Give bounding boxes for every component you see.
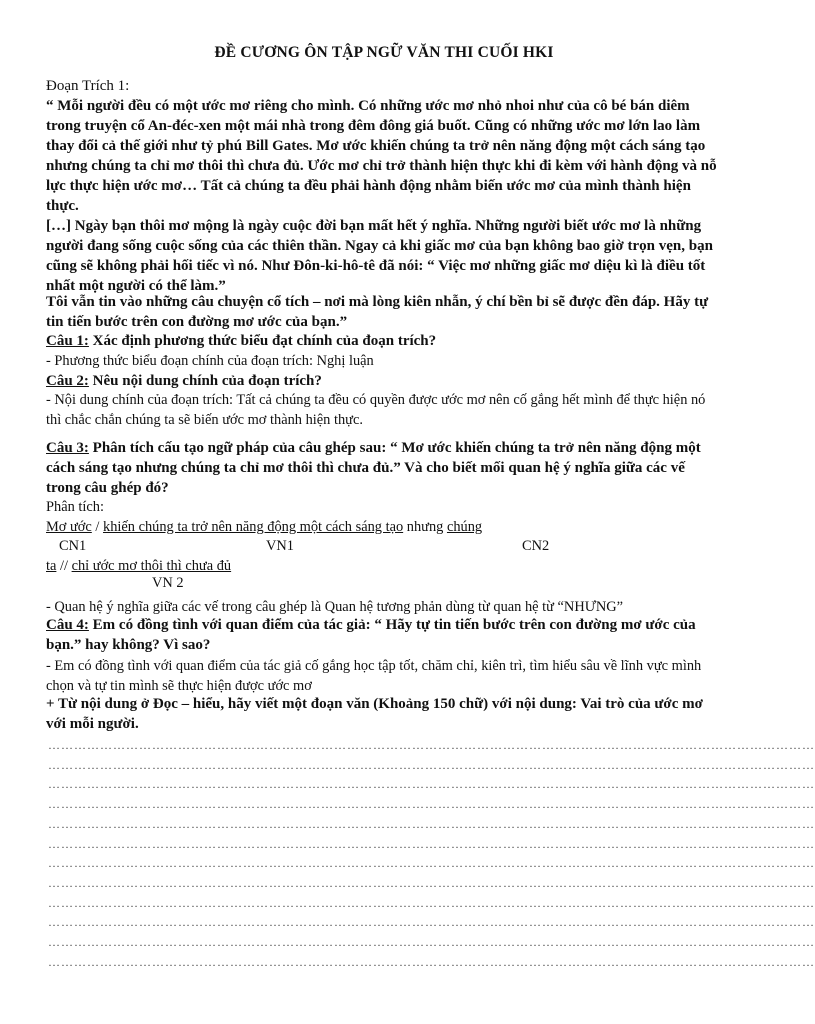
answer-2: - Nội dung chính của đoạn trích: Tất cả chúng ta đều có quyền được ước mơ nên cố gắng hết mình để thực hiện nó thì chắc chắn chúng ta sẽ biến ước mơ thành hiện thực. [46, 392, 706, 428]
writing-task: + Từ nội dung ở Đọc – hiểu, hãy viết một đoạn văn (Khoảng 150 chữ) với nội dung: Vai trò của ước mơ với mỗi người. [46, 696, 703, 732]
analysis-label: Phân tích: [46, 499, 104, 515]
label-cn1: CN1 [59, 538, 87, 554]
answer-1: - Phương thức biểu đoạn chính của đoạn trích: Nghị luận [46, 353, 374, 369]
analysis-line-2 [46, 556, 722, 576]
answer-line: …………………………………………………………………………………………………………………………………………………………… [48, 875, 815, 890]
question-2-label: Câu 2: [46, 373, 89, 389]
answer-line: …………………………………………………………………………………………………………………………………………………………… [48, 856, 815, 871]
answer-line: …………………………………………………………………………………………………………………………………………………………… [48, 836, 815, 851]
label-cn2: CN2 [522, 538, 550, 554]
answer-line: …………………………………………………………………………………………………………………………………………………………… [48, 935, 815, 949]
excerpt-paragraph-2: […] Ngày bạn thôi mơ mộng là ngày cuộc đời bạn mất hết ý nghĩa. Những người biết ước mơ là những người đang sống cuộc sống của các thiên thần. Ngay cả khi giấc mơ của bạn không bao giờ trọn vẹn, bạn cũng sẽ không phải hối tiếc vì nó. Như Đôn-ki-hô-tê đã nói: “ Việc mơ những giấc mơ diệu kì là điều tốt nhất một người có thể làm.” [46, 218, 713, 294]
question-1 [46, 331, 722, 351]
answer-line: …………………………………………………………………………………………………………………………………………………………… [48, 895, 815, 910]
question-1-text: Xác định phương thức biểu đạt chính của đoạn trích? [88, 333, 437, 349]
answer-3: - Quan hệ ý nghĩa giữa các vế trong câu ghép là Quan hệ tương phản dùng từ quan hệ từ “NHƯNG” [46, 599, 624, 615]
question-2-text: Nêu nội dung chính của đoạn trích? [88, 373, 322, 389]
analysis-subject-2-end: ta [46, 558, 57, 574]
answer-line: …………………………………………………………………………………………………………………………………………………………… [48, 816, 815, 831]
excerpt-label: Đoạn Trích 1: [46, 78, 130, 94]
analysis-line-1 [46, 517, 722, 537]
analysis-subject-1: Mơ ước [46, 519, 92, 535]
analysis-predicate-1: khiến chúng ta trở nên năng động một cách sáng tạo [103, 519, 404, 535]
question-4-label: Câu 4: [46, 617, 89, 633]
answer-line: …………………………………………………………………………………………………………………………………………………………… [48, 797, 815, 812]
analysis-conjunction: nhưng [403, 519, 447, 535]
label-vn2: VN 2 [152, 575, 184, 591]
question-3-text: Phân tích cấu tạo ngữ pháp của câu ghép sau: “ Mơ ước khiến chúng ta trở nên năng động một cách sáng tạo nhưng chúng ta chỉ mơ thôi thì chưa đủ.” Và cho biết mối quan hệ ý nghĩa giữa các vế trong câu ghép đó? [46, 440, 701, 496]
question-1-label: Câu 1: [46, 333, 89, 349]
answer-line: …………………………………………………………………………………………………………………………………………………………… [48, 954, 815, 969]
analysis-predicate-2: chỉ ước mơ thôi thì chưa đủ [71, 558, 232, 574]
answer-line: …………………………………………………………………………………………………………………………………………………………… [48, 777, 815, 792]
answer-line: …………………………………………………………………………………………………………………………………………………………… [48, 915, 815, 930]
question-2 [46, 371, 722, 391]
question-4 [46, 615, 722, 655]
analysis-subject-2-part: chúng [446, 519, 483, 535]
label-vn1: VN1 [266, 538, 294, 554]
question-3-label: Câu 3: [46, 440, 89, 456]
question-3 [46, 438, 722, 498]
answer-line: …………………………………………………………………………………………………………………………………………………………… [48, 738, 815, 752]
page-title: ĐỀ CƯƠNG ÔN TẬP NGỮ VĂN THI CUỐI HKI [214, 44, 554, 61]
excerpt-paragraph-1: “ Mỗi người đều có một ước mơ riêng cho mình. Có những ước mơ nhỏ nhoi như của cô bé bán diêm trong truyện cổ An-đéc-xen một mái nhà trong đêm đông giá buốt. Cũng có những ước mơ lớn lao làm thay đổi cả thế giới như tỷ phú Bill Gates. Mơ ước khiến chúng ta trở nên năng động một cách sáng tạo nhưng chúng ta chỉ mơ thôi thì chưa đủ. Ước mơ chỉ trở thành hiện thực khi đi kèm với hành động và nỗ lực thực hiện ước mơ… Tất cả chúng ta đều phải hành động nhằm biến ước mơ của mình thành hiện thực. [46, 98, 717, 214]
analysis-separator-2: // [56, 558, 72, 574]
answer-line: …………………………………………………………………………………………………………………………………………………………… [48, 757, 815, 772]
question-4-text: Em có đồng tình với quan điểm của tác giả: “ Hãy tự tin tiến bước trên con đường mơ ước của bạn.” hay không? Vì sao? [46, 617, 696, 653]
excerpt-paragraph-3: Tôi vẫn tin vào những câu chuyện cổ tích – nơi mà lòng kiên nhẫn, ý chí bền bỉ sẽ được đền đáp. Hãy tự tin tiến bước trên con đường mơ ước của bạn.” [46, 294, 709, 330]
analysis-separator-1: / [91, 519, 104, 535]
answer-4: - Em có đồng tình với quan điểm của tác giả cố gắng học tập tốt, chăm chỉ, kiên trì, tìm hiểu sâu về lĩnh vực mình chọn và tự tin mình sẽ thực hiện được ước mơ [46, 658, 702, 694]
